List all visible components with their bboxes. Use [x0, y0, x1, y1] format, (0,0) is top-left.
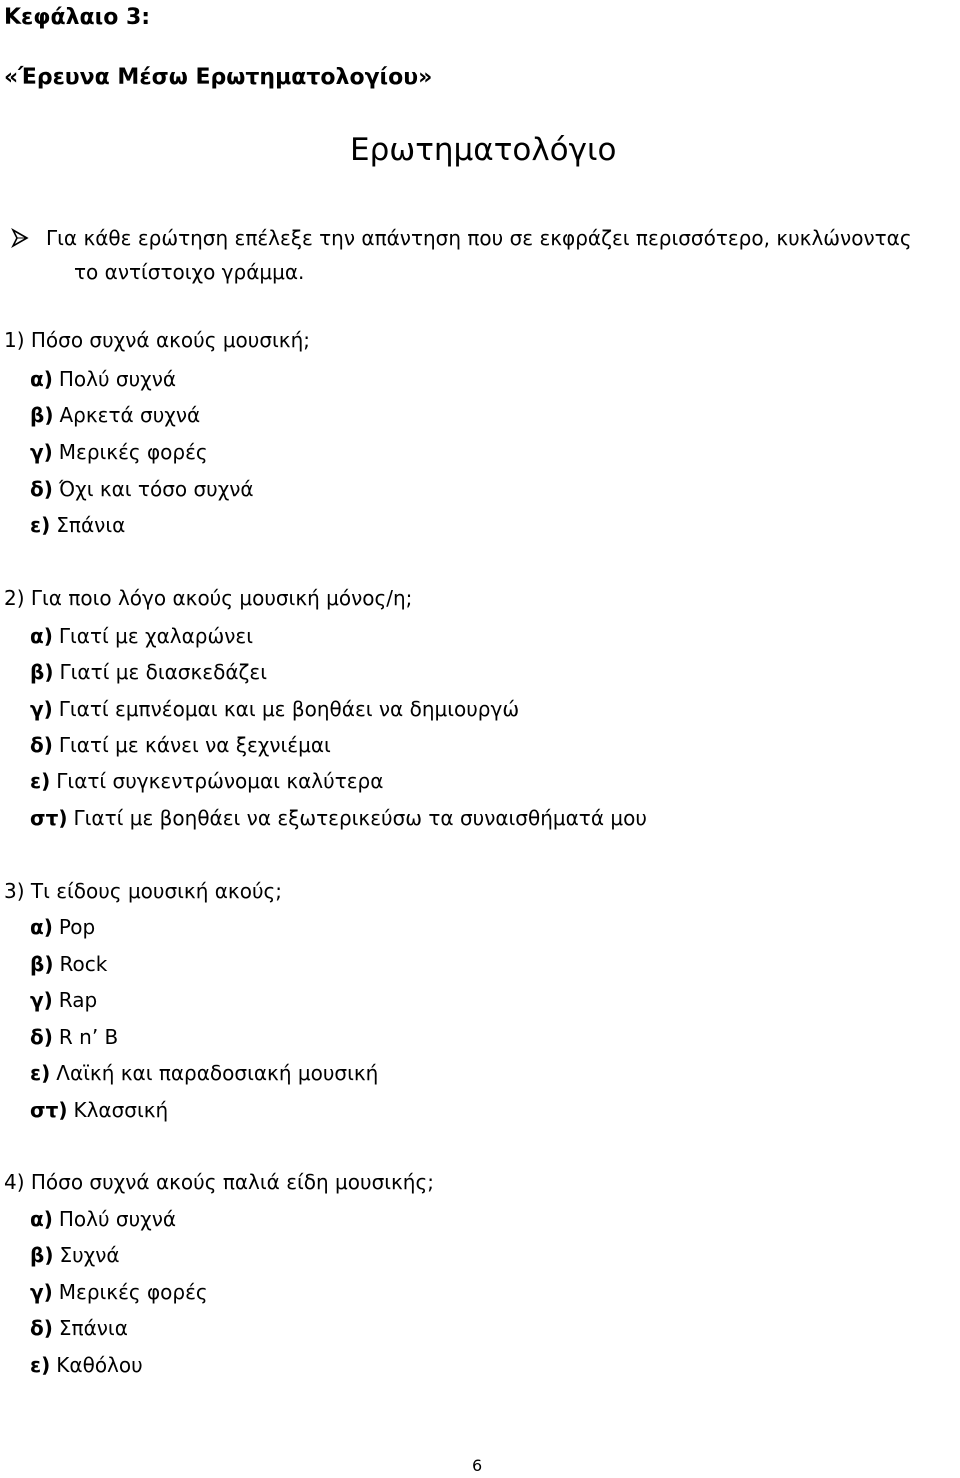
question-3-option-f[interactable] [30, 1096, 168, 1124]
question-2-option-c[interactable] [30, 695, 519, 723]
question-4-option-d[interactable] [30, 1314, 128, 1342]
option-text: Καθόλου [56, 1353, 143, 1377]
question-1-option-d[interactable] [30, 475, 254, 503]
question-3-option-b[interactable] [30, 950, 107, 978]
chapter-heading: Κεφάλαιο 3: [4, 5, 151, 30]
option-letter: α) [30, 367, 53, 391]
question-2-option-e[interactable] [30, 767, 383, 795]
question-1: 1) Πόσο συχνά ακούς μουσική; [4, 328, 310, 352]
question-2-option-d[interactable] [30, 731, 331, 759]
option-letter: β) [30, 1243, 54, 1267]
question-2-option-f[interactable] [30, 804, 647, 832]
question-1-option-a[interactable] [30, 365, 176, 393]
option-text: Γιατί με χαλαρώνει [58, 624, 253, 648]
question-3-option-a[interactable] [30, 913, 95, 941]
page-number: 6 [472, 1456, 483, 1475]
option-letter: α) [30, 915, 53, 939]
option-letter: ε) [30, 1353, 51, 1377]
option-text: Πολύ συχνά [58, 367, 177, 391]
question-4: 4) Πόσο συχνά ακούς παλιά είδη μουσικής; [4, 1170, 434, 1194]
option-letter: γ) [30, 988, 53, 1012]
option-letter: ε) [30, 513, 51, 537]
question-2-option-b[interactable] [30, 658, 267, 686]
option-letter: δ) [30, 1316, 53, 1340]
question-2: 2) Για ποιο λόγο ακούς μουσική μόνος/η; [4, 586, 413, 610]
option-text: Γιατί με κάνει να ξεχνιέμαι [58, 733, 331, 757]
option-text: R n’ B [58, 1025, 119, 1049]
option-letter: β) [30, 403, 54, 427]
option-text: Λαϊκή και παραδοσιακή μουσική [56, 1061, 379, 1085]
question-3-option-d[interactable] [30, 1023, 118, 1051]
option-letter: ε) [30, 1061, 51, 1085]
option-letter: α) [30, 1207, 53, 1231]
page-title: Ερωτηματολόγιο [350, 132, 617, 168]
option-letter: γ) [30, 1280, 53, 1304]
option-text: Πολύ συχνά [58, 1207, 177, 1231]
option-text: Αρκετά συχνά [59, 403, 201, 427]
chapter-subtitle: «Έρευνα Μέσω Ερωτηματολογίου» [4, 65, 433, 90]
option-text: Γιατί με διασκεδάζει [59, 660, 267, 684]
option-letter: δ) [30, 477, 53, 501]
option-letter: στ) [30, 806, 68, 830]
option-text: Rap [58, 988, 98, 1012]
option-text: Γιατί συγκεντρώνομαι καλύτερα [56, 769, 384, 793]
option-letter: β) [30, 660, 54, 684]
option-letter: δ) [30, 1025, 53, 1049]
option-text: Κλασσική [73, 1098, 169, 1122]
question-4-option-e[interactable] [30, 1351, 143, 1379]
question-4-option-b[interactable] [30, 1241, 120, 1269]
question-3: 3) Τι είδους μουσική ακούς; [4, 879, 282, 903]
instruction-text-continued: το αντίστοιχο γράμμα. [74, 260, 305, 284]
option-letter: β) [30, 952, 54, 976]
option-text: Pop [58, 915, 96, 939]
option-letter: γ) [30, 697, 53, 721]
option-text: Μερικές φορές [58, 1280, 208, 1304]
option-letter: στ) [30, 1098, 68, 1122]
option-text: Σπάνια [58, 1316, 128, 1340]
option-text: Σπάνια [56, 513, 126, 537]
question-2-option-a[interactable] [30, 622, 253, 650]
option-text: Rock [59, 952, 108, 976]
option-text: Όχι και τόσο συχνά [58, 477, 254, 501]
question-3-option-c[interactable] [30, 986, 97, 1014]
question-4-option-c[interactable] [30, 1278, 208, 1306]
question-1-option-c[interactable] [30, 438, 208, 466]
question-1-option-e[interactable] [30, 511, 125, 539]
option-text: Μερικές φορές [58, 440, 208, 464]
option-letter: α) [30, 624, 53, 648]
question-1-option-b[interactable] [30, 401, 200, 429]
option-letter: γ) [30, 440, 53, 464]
option-text: Γιατί εμπνέομαι και με βοηθάει να δημιουργώ [58, 697, 520, 721]
instruction-text: Για κάθε ερώτηση επέλεξε την απάντηση που σε εκφράζει περισσότερο, κυκλώνοντας [46, 226, 912, 250]
option-letter: ε) [30, 769, 51, 793]
option-letter: δ) [30, 733, 53, 757]
question-4-option-a[interactable] [30, 1205, 176, 1233]
arrow-bullet-icon [10, 228, 30, 248]
option-text: Συχνά [59, 1243, 120, 1267]
option-text: Γιατί με βοηθάει να εξωτερικεύσω τα συναισθήματά μου [73, 806, 647, 830]
question-3-option-e[interactable] [30, 1059, 378, 1087]
